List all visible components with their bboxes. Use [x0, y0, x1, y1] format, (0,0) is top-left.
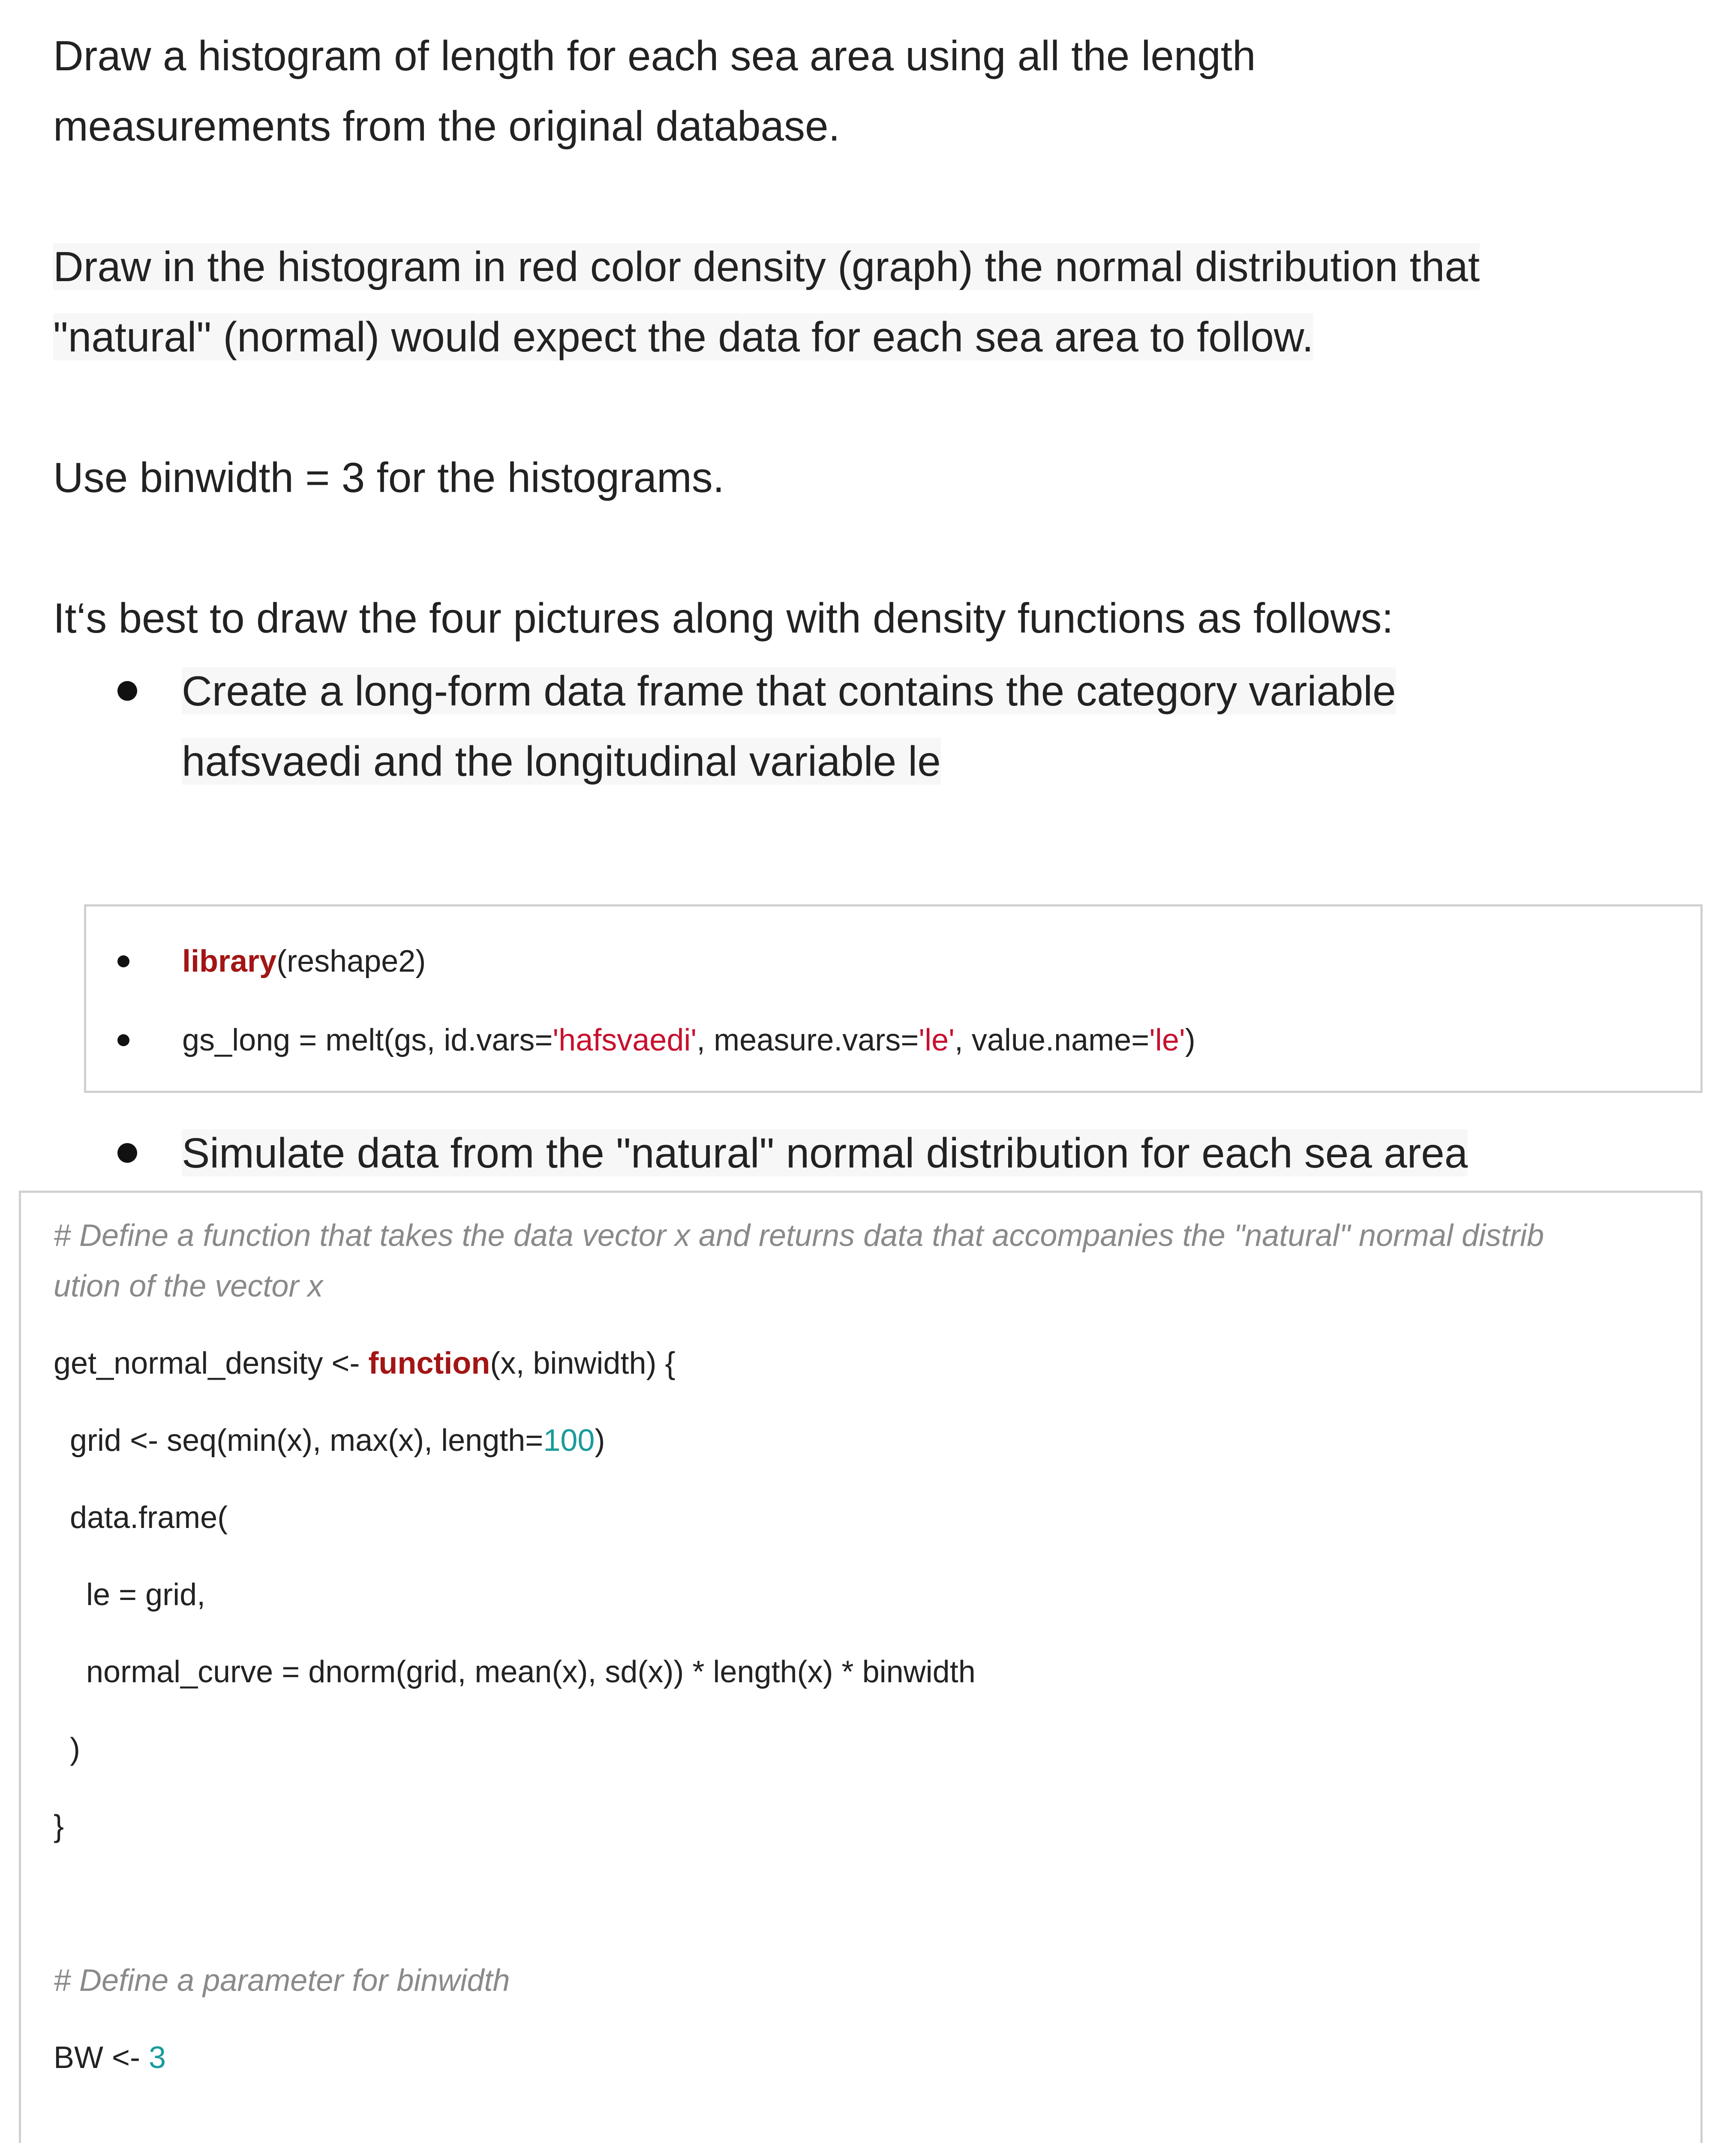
- paragraph-steps-intro: It‘s best to draw the four pictures along with density functions as follows:: [53, 594, 1394, 642]
- code-text: BW <-: [54, 2041, 149, 2075]
- code-line-function-def: [54, 1342, 676, 1385]
- code-line-close-paren: ): [70, 1732, 80, 1766]
- code-text: (reshape2): [276, 944, 426, 978]
- code-text: , measure.vars=: [697, 1023, 919, 1057]
- code-string: 'le': [1149, 1023, 1185, 1057]
- code-line-bw: [54, 2036, 166, 2079]
- paragraph-histogram-line1: Draw a histogram of length for each sea area using all the length: [53, 32, 1256, 79]
- bullet-simulate-text: Simulate data from the "natural" normal distribution for each sea area: [182, 1129, 1468, 1177]
- bullet-dot: [117, 1143, 137, 1163]
- code-box-normal-density: [19, 1191, 1703, 2143]
- code-line-normal-curve: normal_curve = dnorm(grid, mean(x), sd(x)) * length(x) * binwidth: [86, 1655, 976, 1689]
- code-bullet-dot: [117, 1034, 129, 1046]
- code-number: 100: [543, 1423, 595, 1458]
- code-comment-binwidth: # Define a parameter for binwidth: [54, 1963, 510, 1998]
- code-bullet-dot: [117, 955, 129, 967]
- code-line-library: [182, 940, 426, 983]
- code-text: get_normal_density <-: [54, 1346, 369, 1381]
- bullet-dot: [117, 681, 137, 701]
- code-string: 'hafsvaedi': [553, 1023, 697, 1057]
- code-text: (x, binwidth) {: [490, 1346, 676, 1381]
- bullet-long-form-text1: Create a long-form data frame that contains the category variable: [182, 667, 1396, 714]
- code-line-le: le = grid,: [86, 1578, 206, 1612]
- paragraph-density-text2: "natural" (normal) would expect the data for each sea area to follow.: [53, 313, 1314, 360]
- code-text: grid <- seq(min(x), max(x), length=: [70, 1423, 544, 1458]
- code-keyword-function: function: [368, 1346, 490, 1381]
- bullet-long-form-line2: [182, 726, 941, 796]
- bullet-long-form-line1: [182, 656, 1396, 726]
- code-line-data-frame: data.frame(: [70, 1501, 228, 1535]
- bullet-simulate: [182, 1118, 1468, 1188]
- code-number: 3: [149, 2041, 166, 2075]
- code-line-melt: [182, 1019, 1195, 1062]
- code-line-close-brace: }: [54, 1809, 64, 1843]
- paragraph-density-text1: Draw in the histogram in red color density (graph) the normal distribution that: [53, 243, 1480, 290]
- code-text: gs_long = melt(gs, id.vars=: [182, 1023, 553, 1057]
- code-comment-define-function-line2: ution of the vector x: [54, 1269, 323, 1303]
- paragraph-density-line2: [53, 302, 1313, 372]
- bullet-long-form-text2: hafsvaedi and the longitudinal variable le: [182, 738, 941, 785]
- code-keyword-library: library: [182, 944, 277, 978]
- paragraph-histogram-line2: measurements from the original database.: [53, 102, 840, 150]
- code-string: 'le': [919, 1023, 955, 1057]
- code-text: ): [1185, 1023, 1195, 1057]
- code-text: , value.name=: [954, 1023, 1150, 1057]
- code-text: ): [595, 1423, 605, 1458]
- paragraph-binwidth: Use binwidth = 3 for the histograms.: [53, 454, 725, 501]
- code-box-reshape: [84, 904, 1703, 1093]
- code-line-grid: [70, 1419, 605, 1462]
- code-comment-define-function-line1: # Define a function that takes the data vector x and returns data that accompanies the "natural" normal distrib: [54, 1219, 1544, 1253]
- paragraph-density-line1: [53, 231, 1480, 302]
